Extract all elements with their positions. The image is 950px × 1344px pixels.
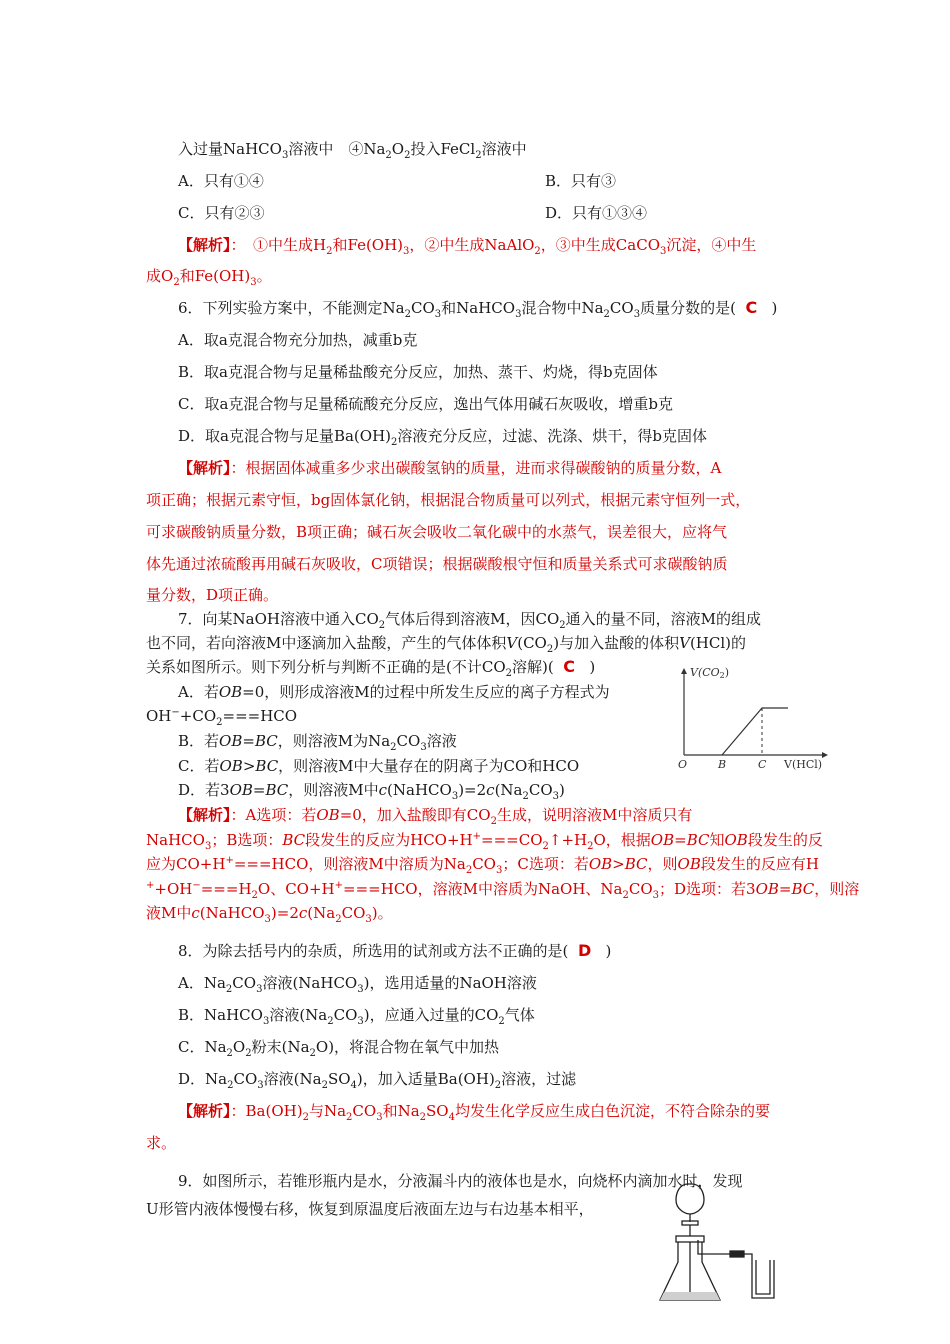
funnel-stopcock xyxy=(682,1221,698,1225)
q8-option-a: A．$Na_2CO_3$溶液(NaHCO$_3$)，选用适量的NaOH溶液 xyxy=(178,974,537,995)
q9-stem-line-1: 9．如图所示，若锥形瓶内是水，分液漏斗内的液体也是水，向烧杯内滴加水时，发现 xyxy=(178,1172,743,1190)
q6-option-c: C．取a克混合物与足量稀硫酸充分反应，逸出气体用碱石灰吸收，增重b克 xyxy=(178,395,674,413)
q5-analysis-line-2: 成$O_2$和$Fe(OH)_3$。 xyxy=(146,267,272,288)
q6-analysis-line-3: 可求碳酸钠质量分数，B项正确；碱石灰会吸收二氧化碳中的水蒸气，误差很大，应将气 xyxy=(146,523,728,541)
c-label: C xyxy=(758,758,767,771)
q5-option-a: A．只有①④ xyxy=(178,172,264,190)
q8-option-b: B．NaHCO$_3$溶液$(Na_2CO_3)$，应通入过量的$CO_2$气体 xyxy=(178,1006,535,1027)
q7-option-a-line-1: A．若OB=0，则形成溶液M的过程中所发生反应的离子方程式为 xyxy=(178,683,610,701)
q6-option-d: D．取a克混合物与足量$Ba(OH)_2$溶液充分反应，过滤、洗涤、烘干，得b克固体 xyxy=(178,427,708,448)
q5-option-c: C．只有②③ xyxy=(178,204,265,222)
q7-analysis-line-1: 【解析】：A选项：若OB=0，加入盐酸即有$CO_2$生成，说明溶液M中溶质只有 xyxy=(178,806,693,827)
q5-analysis-line-1: 【解析】： ①中生成$H_2$和$Fe(OH)_3$，②中生成NaAlO$_2$，③中生成CaCO$_3$沉淀，④中生 xyxy=(178,236,757,257)
q6-option-a: A．取a克混合物充分加热，减重b克 xyxy=(178,331,418,349)
q6-option-b: B．取a克混合物与足量稀盐酸充分反应，加热、蒸干、灼烧，得b克固体 xyxy=(178,363,658,381)
q7-stem-line-1: 7．向某NaOH溶液中通入$CO_2$气体后得到溶液M，因$CO_2$通入的量不同，溶液M的组成 xyxy=(178,610,762,631)
q7-analysis-line-4: $^++OH^-===H_2O$、CO+H+===HCO，溶液M中溶质为NaOH、$Na_2CO_3$；D选项：若3OB=BC，则溶 xyxy=(146,880,860,901)
q6-answer: C xyxy=(745,298,758,317)
q9-stem-line-2: U形管内液体慢慢右移，恢复到原温度后液面左边与右边基本相平， xyxy=(146,1200,594,1218)
u-tube-inner xyxy=(756,1260,770,1294)
q7-option-c: C．若OB>BC，则溶液M中大量存在的阴离子为CO和HCO xyxy=(178,757,580,775)
q7-stem-line-2: 也不同，若向溶液M中逐滴加入盐酸，产生的气体体积$V(CO_2)$与加入盐酸的体积V(HCl)的 xyxy=(146,634,746,655)
x-axis-label: V(HCl) xyxy=(784,758,823,771)
q5-continuation: 入过量NaHCO$_3$溶液中 $④Na_2O_2$投入FeCl$_2$溶液中 xyxy=(178,140,527,161)
q7-option-b: B．若OB=BC，则溶液M为$Na_2CO_3$溶液 xyxy=(178,732,457,753)
q7-analysis-line-5: 液M中$c(NaHCO_3)=2c(Na_2CO_3)$。 xyxy=(146,904,393,925)
q8-analysis-line-1: 【解析】：$Ba(OH)_2$与$Na_2CO_3$和$Na_2SO_4$均发生化学反应生成白色沉淀，不符合除杂的要 xyxy=(178,1102,770,1123)
q8-option-d: D．$Na_2CO_3$溶液$(Na_2SO_4)$，加入适量$Ba(OH)_2$溶液，过滤 xyxy=(178,1070,577,1091)
y-axis-label: V(CO2) xyxy=(690,666,730,680)
rubber-connector xyxy=(730,1251,744,1257)
q8-stem: 8．为除去括号内的杂质，所选用的试剂或方法不正确的是( D ) xyxy=(178,941,612,960)
q6-analysis-line-2: 项正确；根据元素守恒，bg固体氯化钠，根据混合物质量可以列式，根据元素守恒列一式， xyxy=(146,491,751,509)
q7-analysis-line-3: 应为CO+H+===HCO，则溶液M中溶质为$Na_2CO_3$；C选项：若OB>BC，则OB段发生的反应有H xyxy=(146,855,819,876)
q8-analysis-line-2: 求。 xyxy=(146,1134,177,1152)
origin-label: O xyxy=(678,758,688,771)
q6-analysis-line-4: 体先通过浓硫酸再用碱石灰吸收，C项错误；根据碳酸根守恒和质量关系式可求碳酸钠质 xyxy=(146,555,728,573)
q8-answer: D xyxy=(577,941,592,960)
q5-option-b: B．只有③ xyxy=(545,172,617,190)
q5-option-d: D．只有①③④ xyxy=(545,204,648,222)
gas-volume-line xyxy=(722,708,788,755)
x-axis-arrow-icon xyxy=(822,752,828,758)
q6-analysis-line-1: 【解析】：根据固体减重多少求出碳酸氢钠的质量，进而求得碳酸钠的质量分数，A xyxy=(178,459,722,477)
q7-graph xyxy=(672,660,832,775)
separatory-funnel xyxy=(676,1184,704,1214)
q6-stem: 6．下列实验方案中，不能测定$Na_2CO_3$和NaHCO$_3$混合物中$Na_2CO_3$质量分数的是( C ) xyxy=(178,298,778,320)
q9-apparatus xyxy=(650,1180,790,1310)
y-axis-arrow-icon xyxy=(681,668,687,674)
q8-option-c: C．$Na_2O_2$粉末$(Na_2O)$，将混合物在氧气中加热 xyxy=(178,1038,500,1059)
q7-answer: C xyxy=(563,657,576,676)
q7-option-d: D．若3OB=BC，则溶液M中$c(NaHCO_3)=2c(Na_2CO_3)$ xyxy=(178,781,565,802)
b-label: B xyxy=(718,758,727,771)
q7-analysis-line-2: NaHCO$_3$；B选项：BC段发生的反应为$HCO+H^+===CO_2↑+H_2O$，根据OB=BC知OB段发生的反 xyxy=(146,831,823,852)
q6-analysis-line-5: 量分数，D项正确。 xyxy=(146,586,279,604)
flask-stopper xyxy=(676,1236,704,1242)
q7-option-a-line-2: $OH^-+CO_2===HCO$ xyxy=(146,707,298,728)
q7-stem-line-3: 关系如图所示。则下列分析与判断不正确的是(不计$CO_2$溶解)( C ) xyxy=(146,657,596,679)
flask-liquid xyxy=(660,1292,720,1300)
